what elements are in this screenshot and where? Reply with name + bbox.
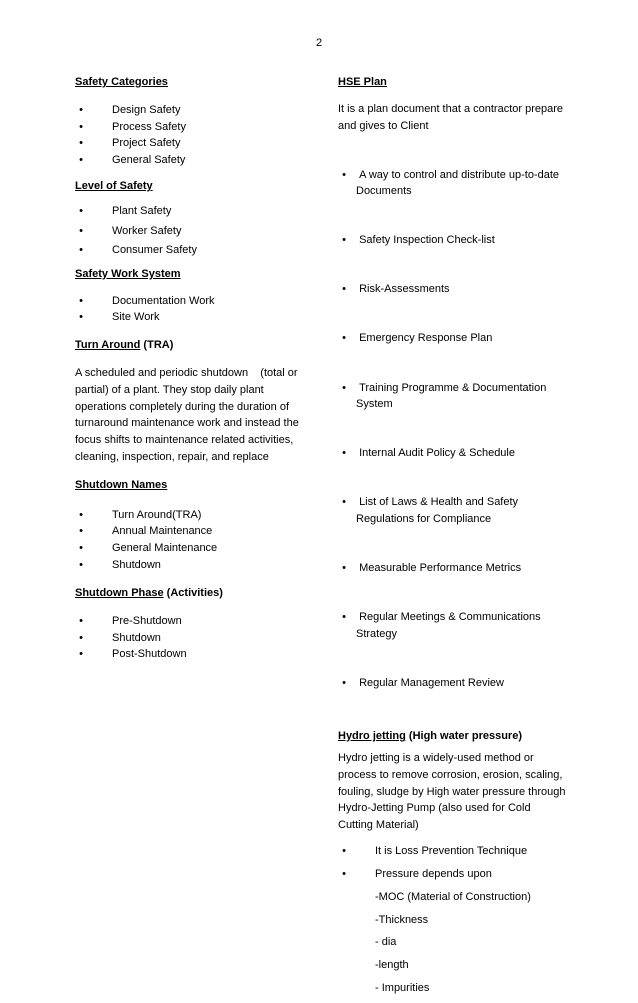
hse-plan-list <box>338 143 568 724</box>
list-item: • Site Work <box>79 311 160 324</box>
shutdown-phase-heading: Shutdown Phase (Activities) <box>75 587 223 600</box>
safety-work-system-list <box>75 293 315 326</box>
shutdown-names-heading: Shutdown Names <box>75 478 168 491</box>
list-item: • Process Safety <box>79 120 186 133</box>
list-item: • Emergency Response Plan <box>342 332 493 345</box>
shutdown-names-list <box>75 507 315 573</box>
sub-line: - dia <box>375 936 397 949</box>
hydro-jetting-list <box>338 843 568 882</box>
list-item: • General Maintenance <box>79 542 218 555</box>
list-item: • Documentation Work <box>79 294 215 307</box>
list-item: • Worker Safety <box>79 224 182 237</box>
list-item: • Project Safety <box>79 137 181 150</box>
hse-plan-heading: HSE Plan <box>338 76 387 88</box>
list-item: • List of Laws & Health and Safety Regulations for Compliance <box>342 496 522 525</box>
sub-line: - Impurities <box>375 982 430 995</box>
list-item: • Shutdown <box>79 631 161 644</box>
right-column <box>338 74 568 1003</box>
list-item: • Pre-Shutdown <box>79 615 182 628</box>
list-item: • Risk-Assessments <box>342 283 450 296</box>
safety-work-system-heading: Safety Work System <box>75 267 181 280</box>
sub-line: -Thickness <box>375 913 429 926</box>
list-item: • Internal Audit Policy & Schedule <box>342 447 515 460</box>
list-item: • Turn Around(TRA) <box>79 508 202 521</box>
turn-around-heading: Turn Around (TRA) <box>75 339 174 352</box>
level-of-safety-list <box>75 202 315 261</box>
list-item: • General Safety <box>79 153 186 166</box>
safety-categories-heading: Safety Categories <box>75 76 168 88</box>
list-item: • Design Safety <box>79 104 181 116</box>
list-item: • Safety Inspection Check-list <box>342 234 495 247</box>
list-item: • Consumer Safety <box>79 244 197 257</box>
turn-around-paragraph: A scheduled and periodic shutdown (total or partial) of a plant. They stop daily plant operations completely during the duration of turnaround maintenance work and instead the focus shifts to maintenance related activities, cleaning, inspection, repair, and replace <box>75 367 302 464</box>
list-item: • It is Loss Prevention Technique <box>342 844 528 857</box>
list-item: • Annual Maintenance <box>79 525 213 538</box>
hydro-jetting-sub-lines <box>338 889 568 996</box>
list-item: • A way to control and distribute up-to-date Documents <box>342 168 563 198</box>
sub-line: -length <box>375 959 409 972</box>
hydro-jetting-heading: Hydro jetting (High water pressure) <box>338 729 522 742</box>
list-item: • Shutdown <box>79 558 161 571</box>
list-item: • Post-Shutdown <box>79 648 187 661</box>
list-item: • Regular Management Review <box>342 676 504 689</box>
page-number: 2 <box>315 37 323 49</box>
list-item: • Training Programme & Documentation System <box>342 381 550 411</box>
left-column <box>75 74 315 663</box>
level-of-safety-heading: Level of Safety <box>75 180 153 193</box>
list-item: • Regular Meetings & Communications Strategy <box>342 611 544 640</box>
list-item: • Measurable Performance Metrics <box>342 562 522 575</box>
hse-plan-paragraph: It is a plan document that a contractor prepare and gives to Client <box>338 103 564 132</box>
list-item: • Plant Safety <box>79 205 172 218</box>
safety-categories-list <box>75 102 315 168</box>
sub-line: -MOC (Material of Construction) <box>375 890 531 903</box>
hydro-jetting-paragraph: Hydro jetting is a widely-used method or process to remove corrosion, erosion, scaling, fouling, sludge by High water pressure through Hydro-Jetting Pump (also used for Cold Cutting Material) <box>338 751 566 832</box>
shutdown-phase-list <box>75 613 315 663</box>
list-item: • Pressure depends upon <box>342 867 492 880</box>
